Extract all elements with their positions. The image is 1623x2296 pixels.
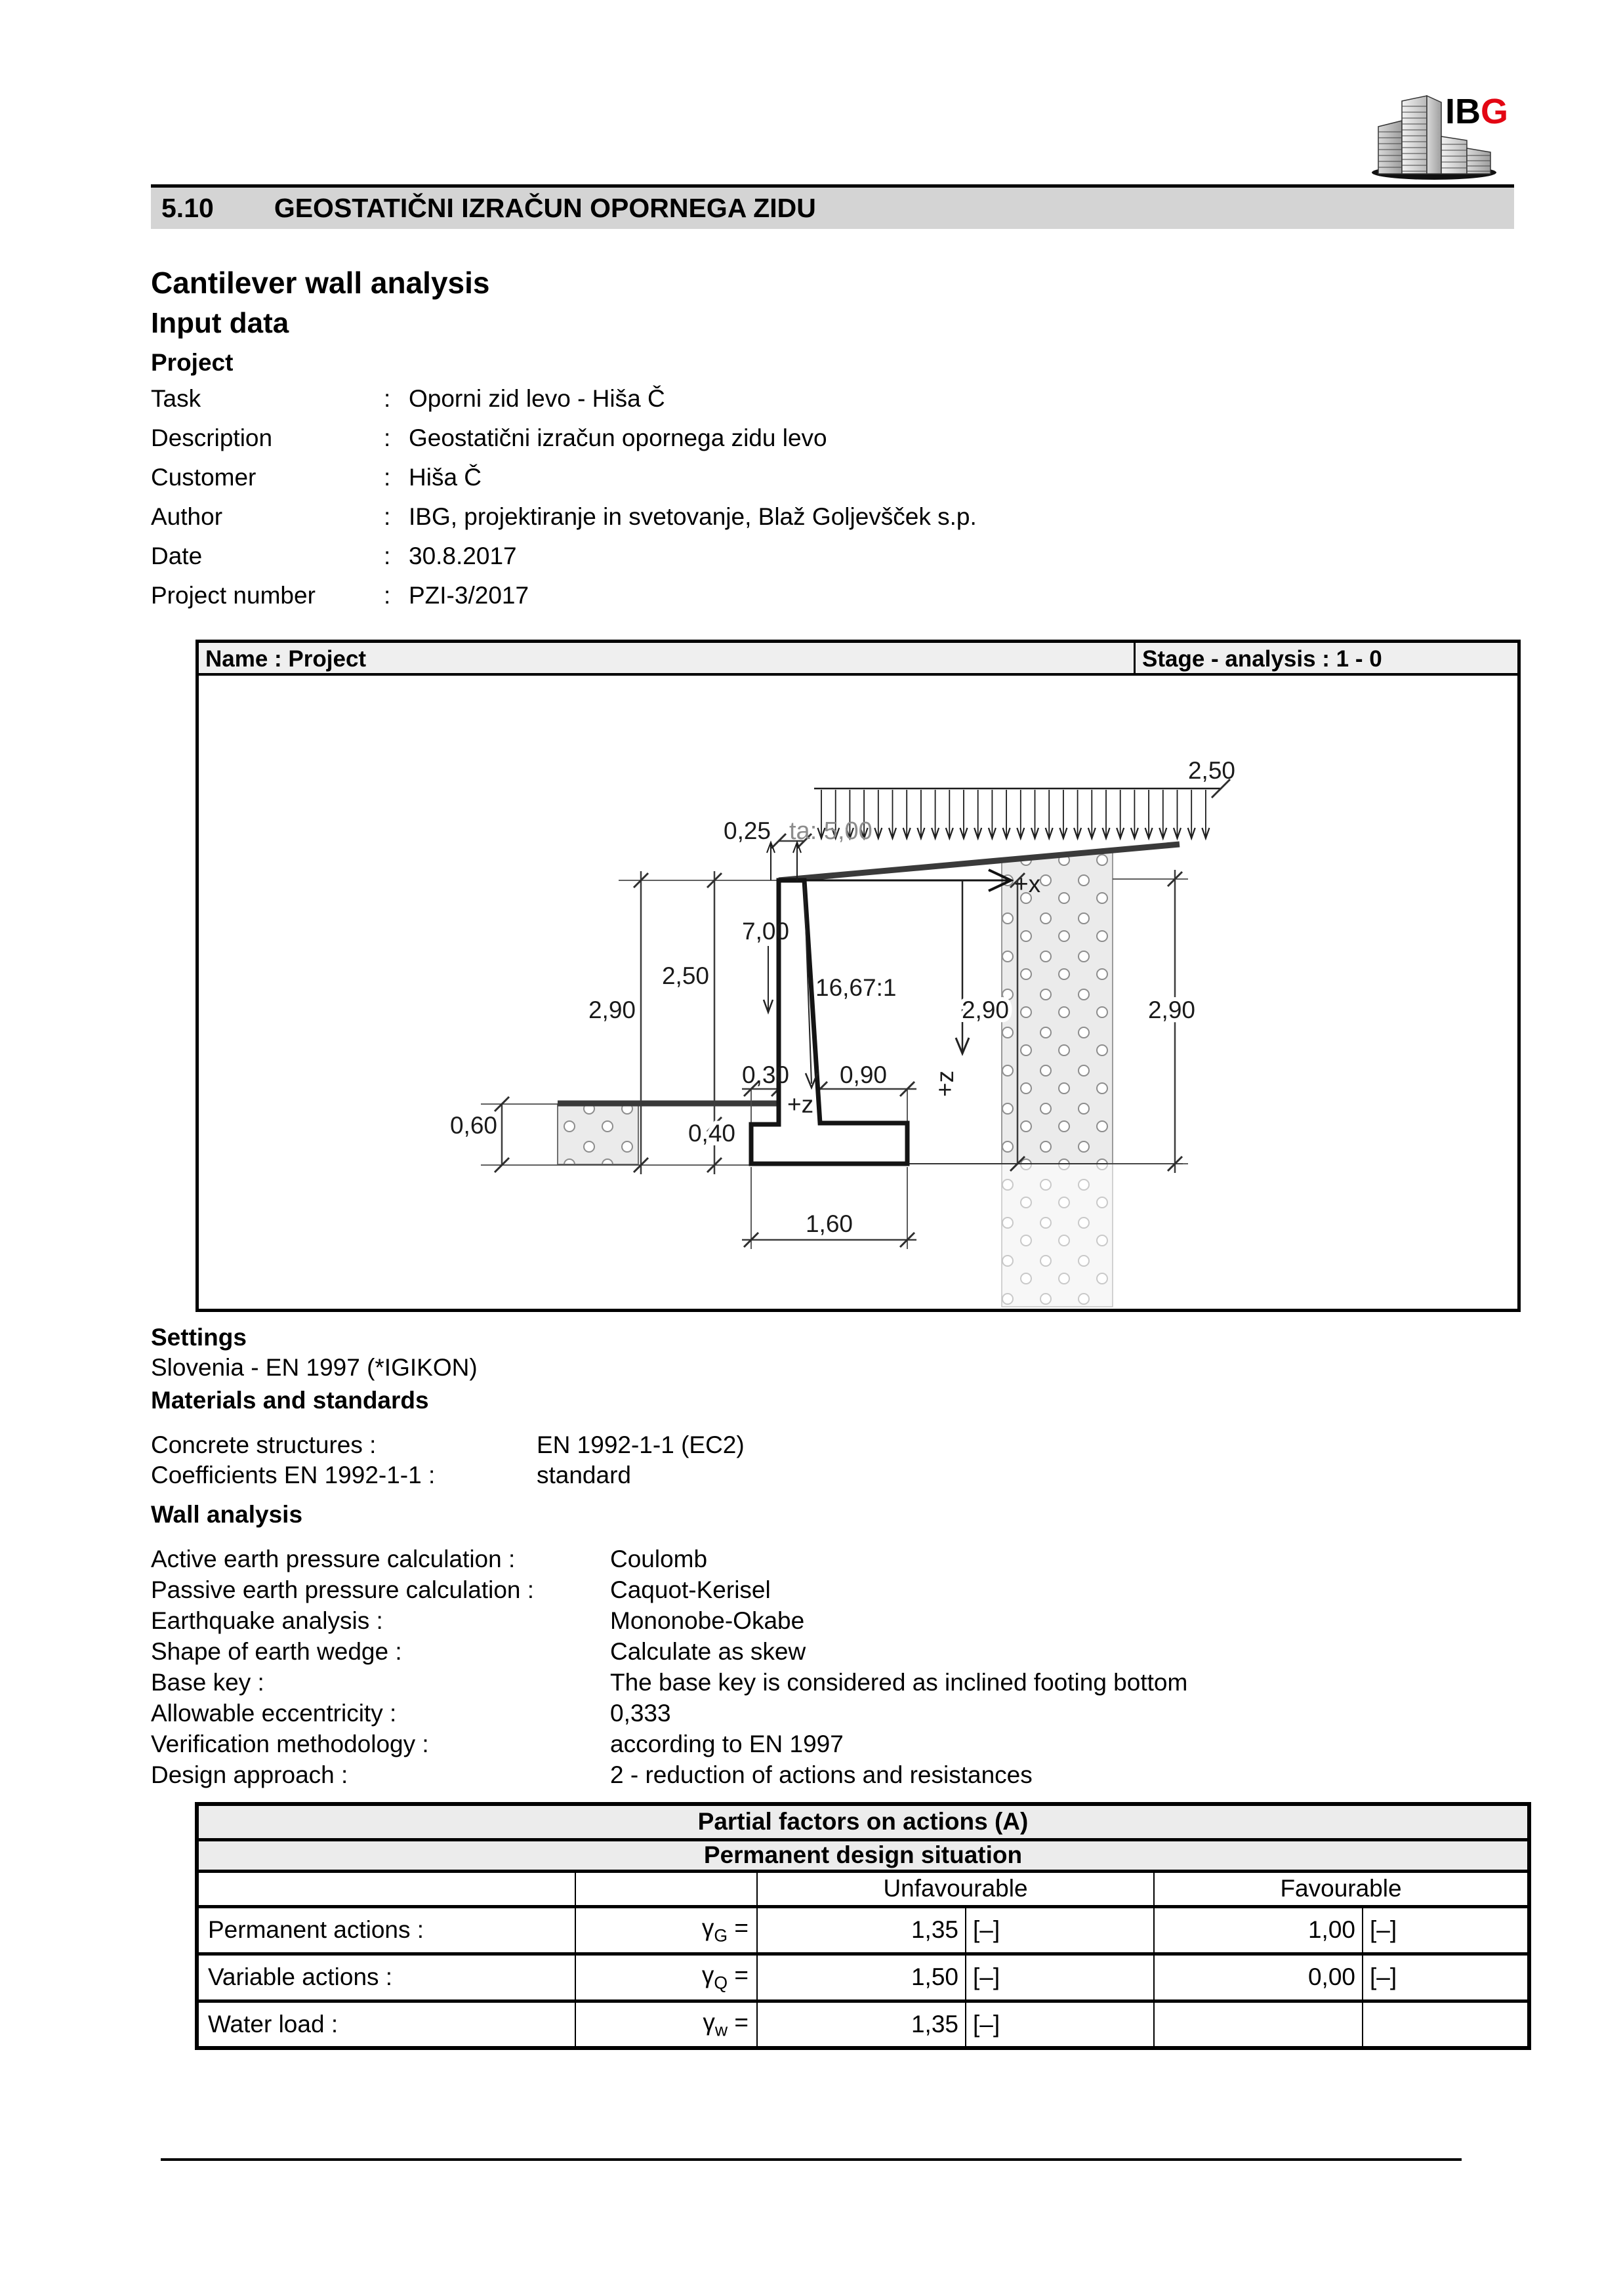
slope-angle-label: ta: 5,00 <box>789 817 873 845</box>
info-row-date: Date : 30.8.2017 <box>151 543 517 569</box>
wa-row-eccentricity: Allowable eccentricity : 0,333 <box>151 1700 671 1727</box>
drawing-name: Name : Project <box>205 646 367 672</box>
section-title: GEOSTATIČNI IZRAČUN OPORNEGA ZIDU <box>274 193 816 223</box>
table-row-permanent: Permanent actions : $\gamma_G$ = 1,35 [–] 1,00 [–] <box>197 1906 1529 1954</box>
table-head-unfavourable: Unfavourable <box>757 1871 1154 1906</box>
wall-drawing-frame <box>195 640 1521 1312</box>
batter-label: 16,67:1 <box>815 974 897 1001</box>
drawing-stage: Stage - analysis : 1 - 0 <box>1134 643 1517 673</box>
wa-row-passive: Passive earth pressure calculation : Caquot-Kerisel <box>151 1576 771 1603</box>
concrete-structures-row: Concrete structures : EN 1992-1-1 (EC2) <box>151 1431 745 1458</box>
dim-heel: 0,90 <box>839 1061 888 1088</box>
wa-row-active: Active earth pressure calculation : Coulomb <box>151 1546 708 1572</box>
info-row-task: Task : Oporni zid levo - Hiša Č <box>151 385 665 412</box>
soil-column-lower <box>1002 1164 1113 1307</box>
dim-footing-width: 1,60 <box>805 1210 853 1237</box>
dim-wall-height-left: 2,90 <box>588 996 636 1023</box>
page-title: Cantilever wall analysis <box>151 266 490 300</box>
dim-surcharge: 2,50 <box>1187 757 1235 784</box>
section-number: 5.10 <box>161 193 214 223</box>
dim-seven: 7,00 <box>742 918 790 945</box>
gamma-w-symbol: $\gamma_w$ = <box>575 2001 757 2048</box>
dim-stem-top: 0,25 <box>724 817 771 844</box>
table-head-empty2 <box>575 1871 757 1906</box>
ibg-logo <box>1371 92 1515 190</box>
info-row-description: Description : Geostatični izračun opornega zidu levo <box>151 424 827 451</box>
logo-text: IBG <box>1445 92 1509 131</box>
coefficients-row: Coefficients EN 1992-1-1 : standard <box>151 1462 631 1488</box>
soil-column-upper <box>1002 851 1113 1164</box>
materials-heading: Materials and standards <box>151 1387 429 1414</box>
drawing-header <box>199 643 1517 676</box>
project-heading: Project <box>151 349 234 376</box>
table-head-empty1 <box>197 1871 575 1906</box>
axis-z-rot-label: +z <box>932 1070 958 1097</box>
wall-analysis-heading: Wall analysis <box>151 1501 303 1528</box>
dim-mid-height: 2,90 <box>961 996 1010 1023</box>
partial-factors-table <box>195 1802 1531 2050</box>
dim-toe: 0,30 <box>742 1061 790 1088</box>
project-info <box>151 379 1397 615</box>
table-row-water: Water load : $\gamma_w$ = 1,35 [–] <box>197 2001 1529 2048</box>
table-row-variable: Variable actions : $\gamma_Q$ = 1,50 [–] 0,00 [–] <box>197 1954 1529 2001</box>
building-icon <box>1371 92 1515 190</box>
gamma-q-symbol: $\gamma_Q$ = <box>575 1954 757 2001</box>
info-row-project-number: Project number : PZI-3/2017 <box>151 582 529 609</box>
wa-row-wedge: Shape of earth wedge : Calculate as skew <box>151 1638 806 1665</box>
gamma-g-symbol: $\gamma_G$ = <box>575 1906 757 1954</box>
info-row-customer: Customer : Hiša Č <box>151 464 482 491</box>
info-row-author: Author : IBG, projektiranje in svetovanje, Blaž Goljevšček s.p. <box>151 503 977 530</box>
table-title: Partial factors on actions (A) <box>197 1804 1529 1839</box>
settings-standard: Slovenia - EN 1997 (*IGIKON) <box>151 1354 478 1381</box>
dim-stem-height: 2,50 <box>661 962 709 989</box>
wall-cross-section <box>199 643 1517 1309</box>
table-subtitle: Permanent design situation <box>197 1839 1529 1871</box>
dim-footing-height: 0,40 <box>688 1120 736 1147</box>
axis-z-small-label: +z <box>787 1091 814 1118</box>
wa-row-design: Design approach : 2 - reduction of actions and resistances <box>151 1761 1033 1788</box>
surcharge-arrow-stems <box>821 790 1206 836</box>
terrain-slope-line <box>779 844 1180 880</box>
footer-rule <box>161 2158 1462 2161</box>
wa-row-earthquake: Earthquake analysis : Mononobe-Okabe <box>151 1607 805 1634</box>
table-head-favourable: Favourable <box>1154 1871 1529 1906</box>
dim-front-depth: 0,60 <box>449 1112 497 1139</box>
wa-row-verification: Verification methodology : according to EN 1997 <box>151 1731 844 1757</box>
axis-x-label: +x <box>1014 871 1041 897</box>
soil-block-front <box>558 1104 638 1164</box>
dim-right-height: 2,90 <box>1147 996 1196 1023</box>
surcharge-arrow-heads <box>818 828 1210 838</box>
section-header-bar <box>151 184 1514 229</box>
settings-heading: Settings <box>151 1324 247 1351</box>
input-data-heading: Input data <box>151 307 289 339</box>
wa-row-basekey: Base key : The base key is considered as inclined footing bottom <box>151 1669 1188 1696</box>
